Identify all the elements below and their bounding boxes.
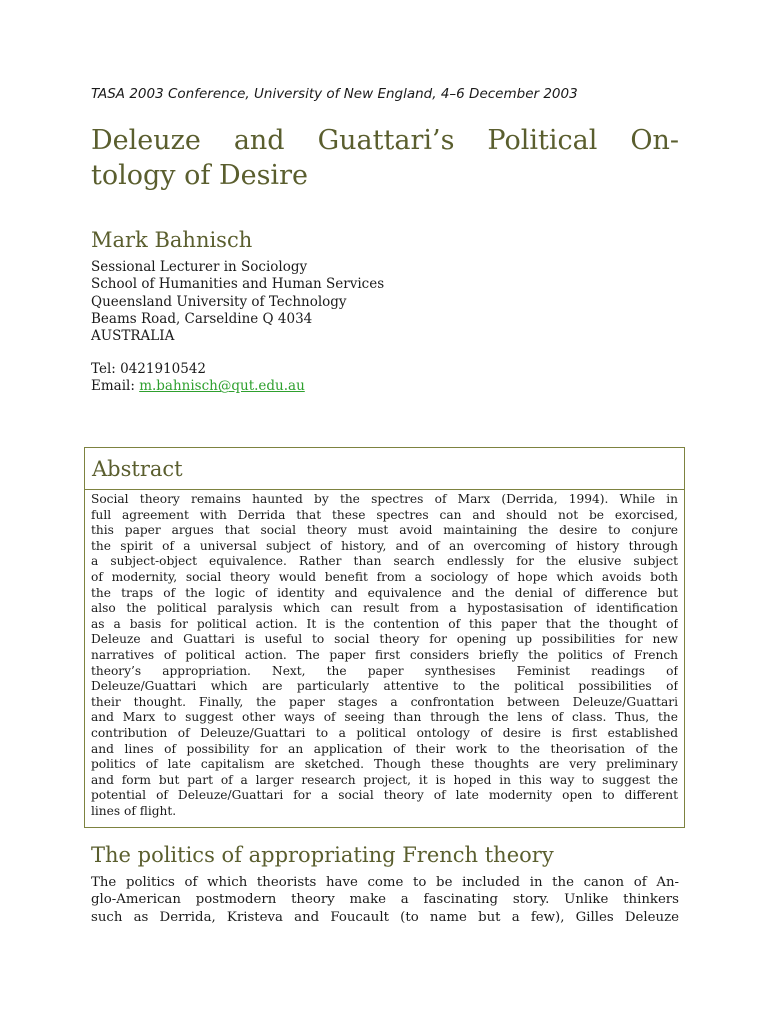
abstract-text-line: full agreement with Derrida that these spectres can and should not be exorcised, [91,507,678,522]
abstract-text-line: a subject-object equivalence. Rather than search endlessly for the elusive subject [91,554,678,569]
abstract-text-line: and lines of possibility for an application of their work to the theorisation of the [91,741,678,756]
email-label: Email: [91,378,135,395]
telephone-label: Tel: [91,361,116,377]
abstract-text-line: also the political paralysis which can result from a hypostasisation of identification [91,601,678,616]
abstract-text-line: lines of flight. [91,803,177,818]
email-link[interactable]: m.bahnisch@qut.edu.au [139,378,305,395]
abstract-text-line: Deleuze and Guattari is useful to social theory for opening up possibilities for new [91,632,678,647]
abstract-text-line: Deleuze/Guattari which are particularly attentive to the political possibilities of [91,679,678,694]
abstract-text-line: Social theory remains haunted by the spectres of Marx (Derrida, 1994). While in [91,492,678,506]
abstract-text-line: as a basis for political action. It is the contention of this paper that the thought of [91,616,678,631]
telephone-number: 0421910542 [120,361,207,377]
section-text-line: such as Derrida, Kristeva and Foucault (to name but a few), Gilles Deleuze [91,909,679,925]
section-body [91,874,679,926]
abstract-text-line: the spirit of a universal subject of history, and of an overcoming of history through [91,538,678,553]
author-contact [91,361,305,396]
abstract-box [84,447,685,828]
abstract-text-line: the traps of the logic of identity and equivalence and the denial of difference but [91,585,678,600]
telephone-line [91,361,305,378]
affiliation-line: AUSTRALIA [91,328,175,345]
abstract-text-line: and Marx to suggest other ways of seeing than through the lens of class. Thus, the [91,710,678,725]
abstract-heading: Abstract [85,448,684,490]
abstract-text-line: narratives of political action. The paper first considers briefly the politics of French [91,647,678,662]
abstract-text-line: potential of Deleuze/Guattari for a social theory of late modernity open to different [91,788,678,803]
affiliation-line: Queensland University of Technology [91,293,347,310]
abstract-text-line: their thought. Finally, the paper stages a confrontation between Deleuze/Guattari [91,694,678,709]
abstract-text-line: and form but part of a larger research project, it is hoped in this way to suggest the [91,772,678,787]
abstract-body [85,490,684,819]
paper-title [91,123,679,193]
affiliation-line: Sessional Lecturer in Sociology [91,259,308,275]
section-text-line: glo-American postmodern theory make a fascinating story. Unlike thinkers [91,892,679,908]
abstract-text-line: theory’s appropriation. Next, the paper synthesises Feminist readings of [91,663,678,678]
paper-title-line-1: Deleuze and Guattari’s Political On- [91,125,679,156]
author-name: Mark Bahnisch [91,228,253,252]
affiliation-line: School of Humanities and Human Services [91,276,385,293]
affiliation-line: Beams Road, Carseldine Q 4034 [91,310,313,327]
section-heading: The politics of appropriating French theory [91,843,554,867]
paper-title-line-2: tology of Desire [91,160,308,191]
author-affiliation [91,259,384,345]
abstract-text-line: contribution of Deleuze/Guattari to a political ontology of desire is first established [91,725,678,740]
section-text-line: The politics of which theorists have come to be included in the canon of An- [91,875,679,890]
abstract-text-line: this paper argues that social theory must avoid maintaining the desire to conjure [91,523,678,538]
email-line [91,378,305,395]
abstract-text-line: of modernity, social theory would benefit from a sociology of hope which avoids both [91,569,678,584]
abstract-text-line: politics of late capitalism are sketched. Though these thoughts are very preliminary [91,757,678,772]
conference-header: TASA 2003 Conference, University of New England, 4–6 December 2003 [91,86,578,102]
